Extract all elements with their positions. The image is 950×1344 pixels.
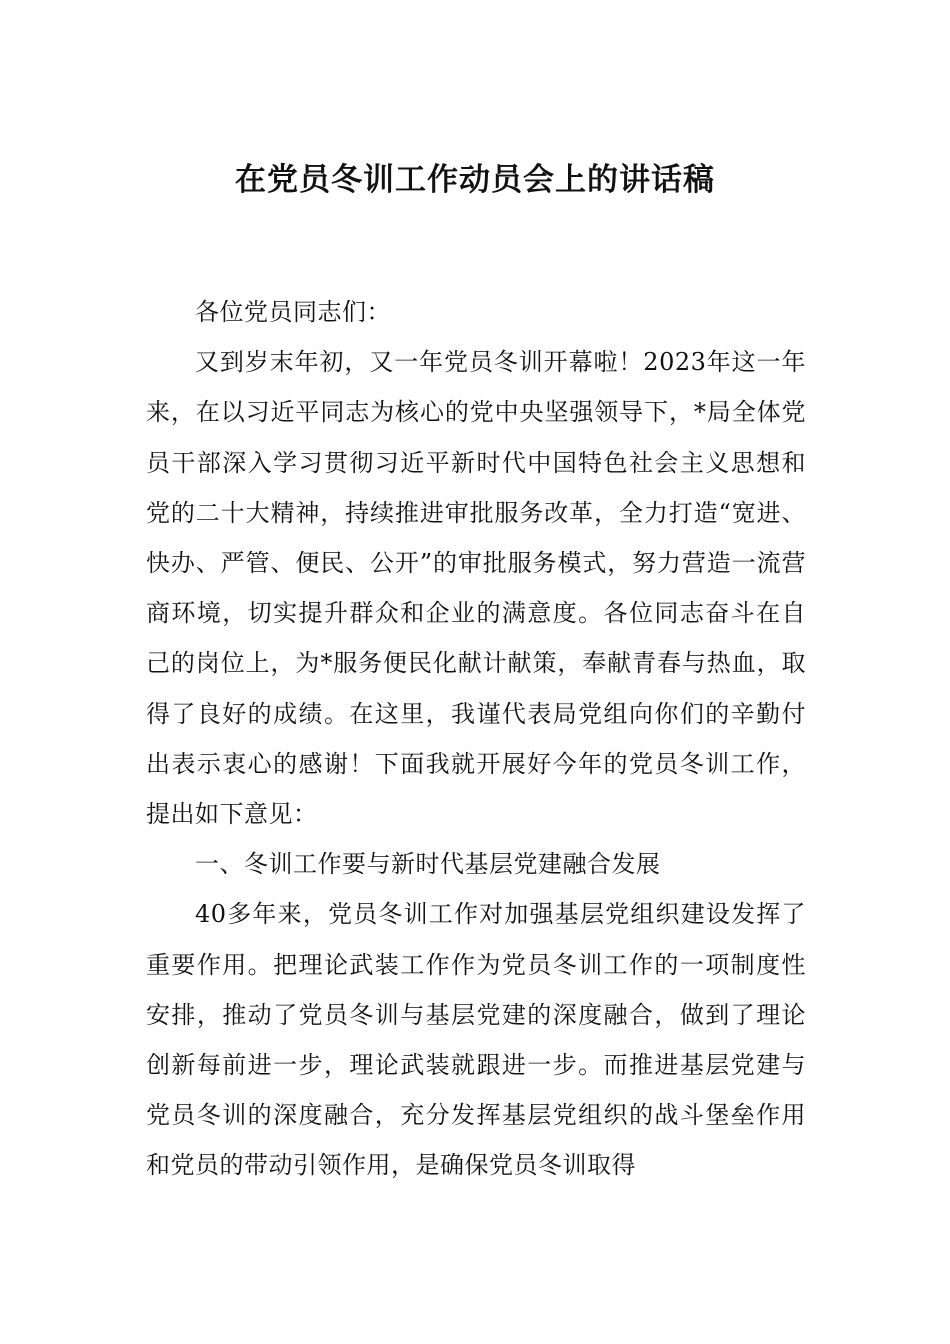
document-title: 在党员冬训工作动员会上的讲话稿 [235, 162, 715, 198]
section-heading: 一、冬训工作要与新时代基层党建融合发展 [195, 850, 661, 879]
section-paragraph: 40多年来，党员冬训工作对加强基层党组织建设发挥了重要作用。把理论武装工作作为党员冬训工作的一项制度性安排，推动了党员冬训与基层党建的深度融合，做到了理论创新每前进一步，理论武装就跟进一步。而推进基层党建与党员冬训的深度融合，充分发挥基层党组织的战斗堡垒作用和党员的带动引领作用，是确保党员冬训取得 [146, 900, 806, 1180]
document-body [146, 287, 806, 1191]
salutation-paragraph: 各位党员同志们： [195, 298, 391, 326]
intro-paragraph: 又到岁末年初，又一年党员冬训开幕啦！2023年这一年来，在以习近平同志为核心的党中央坚强领导下，*局全体党员干部深入学习贯彻习近平新时代中国特色社会主义思想和党的二十大精神，持续推进审批服务改革，全力打造“宽进、快办、严管、便民、公开”的审批服务模式，努力营造一流营商环境，切实提升群众和企业的满意度。各位同志奋斗在自己的岗位上，为*服务便民化献计献策，奉献青春与热血，取得了良好的成绩。在这里，我谨代表局党组向你们的辛勤付出表示衷心的感谢！下面我就开展好今年的党员冬训工作，提出如下意见： [146, 348, 806, 829]
